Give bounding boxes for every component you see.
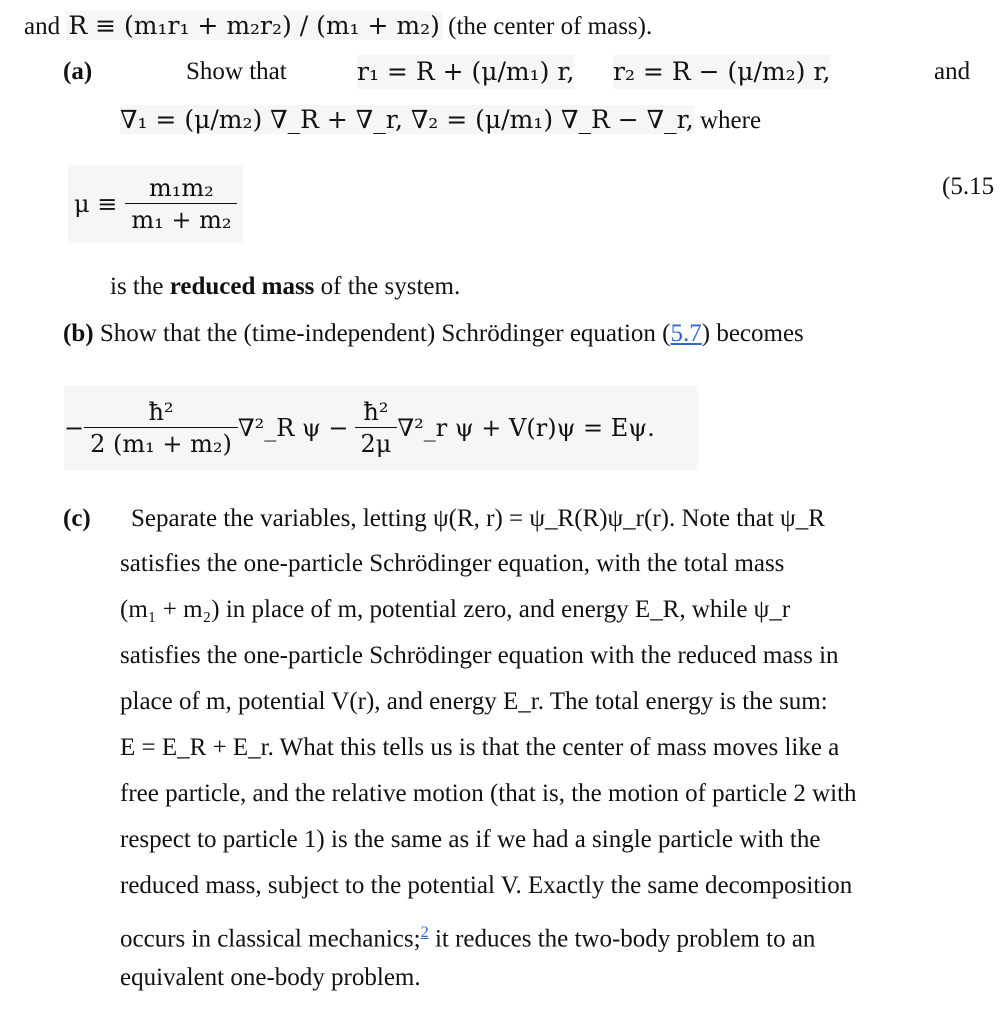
part-c-line-7: free particle, and the relative motion (that is, the motion of particle 2 with <box>120 780 857 807</box>
gradient-formula: ∇₁ = (μ/m₂) ∇_R + ∇_r, ∇₂ = (μ/m₁) ∇_R − ∇_r, <box>120 105 694 134</box>
reduced-mass-denominator: m₁ + m₂ <box>125 203 237 236</box>
position-r2-formula: r₂ = R − (μ/m₂) r, <box>613 55 830 89</box>
gradient-line: ∇₁ = (μ/m₂) ∇_R + ∇_r, ∇₂ = (μ/m₁) ∇_R − ∇_r, where <box>120 105 762 134</box>
center-of-mass-formula: R ≡ (m₁r₁ + m₂r₂) / (m₁ + m₂) <box>68 11 440 40</box>
reduced-mass-sentence: is the reduced mass of the system. <box>110 273 461 300</box>
center-of-mass-line: and R ≡ (m₁r₁ + m₂r₂) / (m₁ + m₂) (the center of mass). <box>24 11 653 40</box>
part-b-label: (b) <box>63 320 94 347</box>
position-r1-formula: r₁ = R + (μ/m₁) r, <box>357 55 574 89</box>
part-c-line-4: satisfies the one-particle Schrödinger equation with the reduced mass in <box>120 642 839 669</box>
part-c-line-1: Separate the variables, letting ψ(R, r) = ψ_R(R)ψ_r(r). Note that ψ_R <box>131 505 825 532</box>
schrodinger-two-body-equation: − $\frac{\text{ħ²}}{\text{2 (m₁ + m₂)}}$ ∇²_R ψ − $\frac{\text{ħ²}}{2\mu}$ ∇²_r ψ + V(r)ψ = Eψ. <box>64 386 698 470</box>
equation-number: (5.15 <box>942 173 995 200</box>
reduced-mass-equation: μ ≡ $\frac{\text{m₁m₂}}{\text{m₁ + m₂}}$ <box>68 165 243 243</box>
part-c-line-8: respect to particle 1) is the same as if we had a single particle with the <box>120 826 821 853</box>
part-c-line-2: satisfies the one-particle Schrödinger equation, with the total mass <box>120 550 785 577</box>
footnote-link[interactable]: 2 <box>420 923 429 941</box>
part-c-line-3: (m₁ + m₂) in place of m, potential zero, and energy E_R, while ψ_r <box>120 596 791 623</box>
part-b-line: (b) Show that the (time-independent) Schrödinger equation (5.7) becomes <box>63 320 804 347</box>
part-c-line-11: equivalent one-body problem. <box>120 964 421 991</box>
equation-reference-link[interactable]: 5.7 <box>670 320 702 347</box>
reduced-mass-numerator: m₁m₂ <box>149 173 214 202</box>
part-c-line-9: reduced mass, subject to the potential V. Exactly the same decomposition <box>120 872 853 899</box>
part-c-label: (c) <box>63 505 91 532</box>
part-c-line-5: place of m, potential V(r), and energy E_r. The total energy is the sum: <box>120 688 828 715</box>
part-c-line-10: occurs in classical mechanics;$^2$ it reduces the two-body problem to an <box>120 923 816 953</box>
part-a-show-that: Show that <box>186 58 287 85</box>
part-a-label: (a) <box>63 58 93 85</box>
part-c-line-6: E = E_R + E_r. What this tells us is that the center of mass moves like a <box>120 734 840 761</box>
part-a-and: and <box>934 58 971 85</box>
